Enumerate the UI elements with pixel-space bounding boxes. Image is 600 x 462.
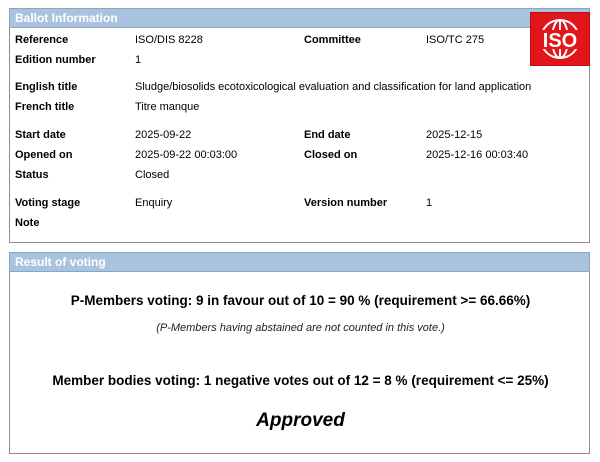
opened-on-label: Opened on [15,149,73,161]
english-title-label: English title [15,81,78,93]
reference-value: ISO/DIS 8228 [135,34,203,46]
iso-logo [530,12,590,66]
iso-logo-text: ISO [542,30,578,52]
ballot-information-panel [9,28,590,243]
result-of-voting-panel [9,272,590,454]
note-label: Note [15,217,40,229]
french-title-value: Titre manque [135,101,200,113]
member-bodies-voting-text: Member bodies voting: 1 negative votes out of 12 = 8 % (requirement <= 25%) [52,373,549,388]
start-date-value: 2025-09-22 [135,129,192,141]
opened-on-value: 2025-09-22 00:03:00 [135,149,238,161]
version-number-label: Version number [304,197,388,209]
ballot-information-header: Ballot Information [9,8,590,28]
voting-stage-label: Voting stage [15,197,81,209]
status-label: Status [15,169,49,181]
reference-label: Reference [15,34,69,46]
english-title-value: Sludge/biosolids ecotoxicological evaluation and classification for land application [135,81,532,93]
closed-on-value: 2025-12-16 00:03:40 [426,149,529,161]
end-date-value: 2025-12-15 [426,129,483,141]
committee-label: Committee [304,34,361,46]
p-members-voting-text: P-Members voting: 9 in favour out of 10 = 90 % (requirement >= 66.66%) [70,293,531,308]
p-members-abstained-note: (P-Members having abstained are not counted in this vote.) [156,322,445,334]
closed-on-label: Closed on [304,149,358,161]
french-title-label: French title [15,101,75,113]
iso-globe-icon [531,13,589,65]
voting-stage-value: Enquiry [135,197,173,209]
version-number-value: 1 [426,197,433,209]
end-date-label: End date [304,129,351,141]
edition-number-value: 1 [135,54,142,66]
committee-value: ISO/TC 275 [426,34,485,46]
status-value: Closed [135,169,170,181]
start-date-label: Start date [15,129,66,141]
result-of-voting-header: Result of voting [9,252,590,272]
edition-number-label: Edition number [15,54,96,66]
vote-outcome: Approved [256,410,345,431]
